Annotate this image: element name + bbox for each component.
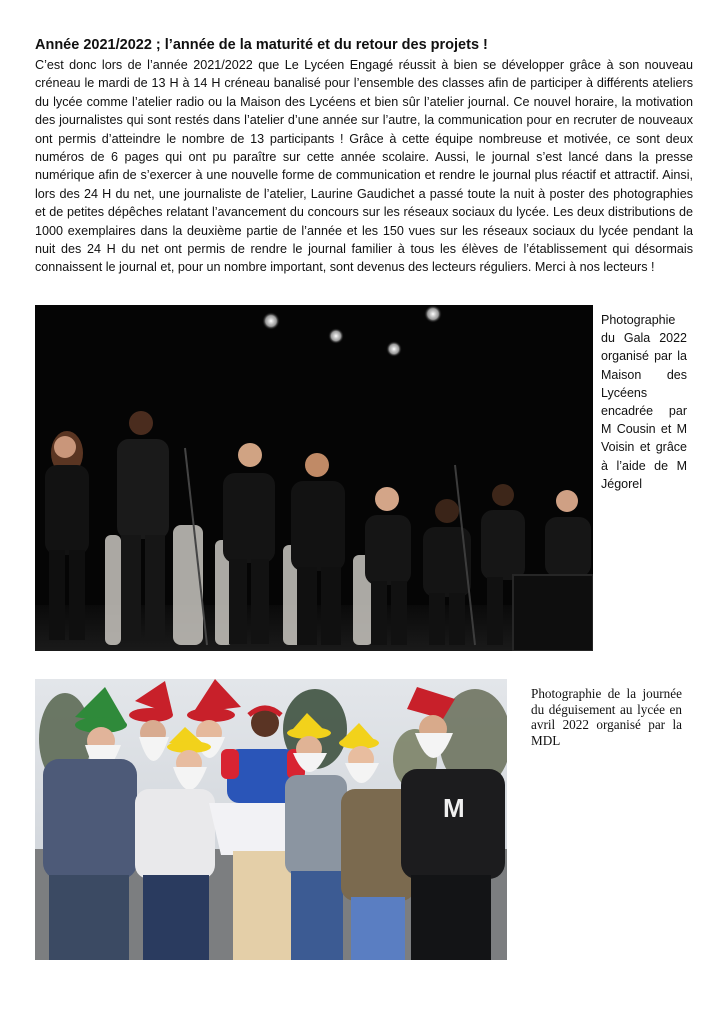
- article-body: C’est donc lors de l’année 2021/2022 que Le Lycéen Engagé réussit à bien se développer grâce à son nouveau créneau le mardi de 13 H à 14 H créneau banalisé pour l’ensemble des classes afin de participer à différents ateliers du lycée comme l’atelier radio ou la Maison des Lycéens et bien sûr l’atelier journal. Ce nouvel horaire, la motivation des journalistes qui sont restés dans l’atelier d’une année sur l’autre, la communication pour en recruter de nouveaux ont permis d’atteindre le nombre de 13 participants ! Grâce à cette équipe nombreuse et motivée, ce sont deux numéros de 6 pages qui ont pu paraître sur cette année scolaire. Aussi, le journal s’est lancé dans la presse numérique afin de s’exercer à une nouvelle forme de communication et rendre le journal plus réactif et attractif. Ainsi, lors des 24 H du net, une journaliste de l’atelier, Laurine Gaudichet a passé toute la nuit à poster des photographies et de petites dépêches relatant l’avancement du concours sur les réseaux sociaux du lycée. Les deux distributions de 1000 exemplaires dans la deuxième partie de l’année et les 150 vues sur les réseaux sociaux du lycée pendant la nuit des 24 H du net ont permis de rendre le journal familier à tous les élèves de l’établissement qui désormais connaissent le journal et, pour un nombre important, sont devenus des lecteurs réguliers. Merci à nos lecteurs !: [35, 58, 693, 275]
- gala-photo-illustration: [35, 305, 593, 651]
- stage-light: [262, 312, 280, 330]
- costume-day-photo: [35, 679, 507, 960]
- costume-photo-caption: Photographie de la journée du déguisement au lycée en avril 2022 organisé par la MDL: [531, 686, 682, 748]
- gala-photo-caption: Photographie du Gala 2022 organisé par la Maison des Lycéens encadrée par M Cousin et M Voisin et grâce à l’aide de M Jégorel: [601, 313, 687, 491]
- stage-light: [424, 305, 442, 323]
- costumed-students: [43, 679, 505, 960]
- costume-day-illustration: [35, 679, 507, 960]
- article-title: Année 2021/2022 ; l’année de la maturité et du retour des projets !: [35, 37, 488, 53]
- stage-light: [386, 341, 402, 357]
- stage-light: [328, 328, 344, 344]
- gala-photo: [35, 305, 593, 651]
- sweater-letter: M: [443, 793, 465, 823]
